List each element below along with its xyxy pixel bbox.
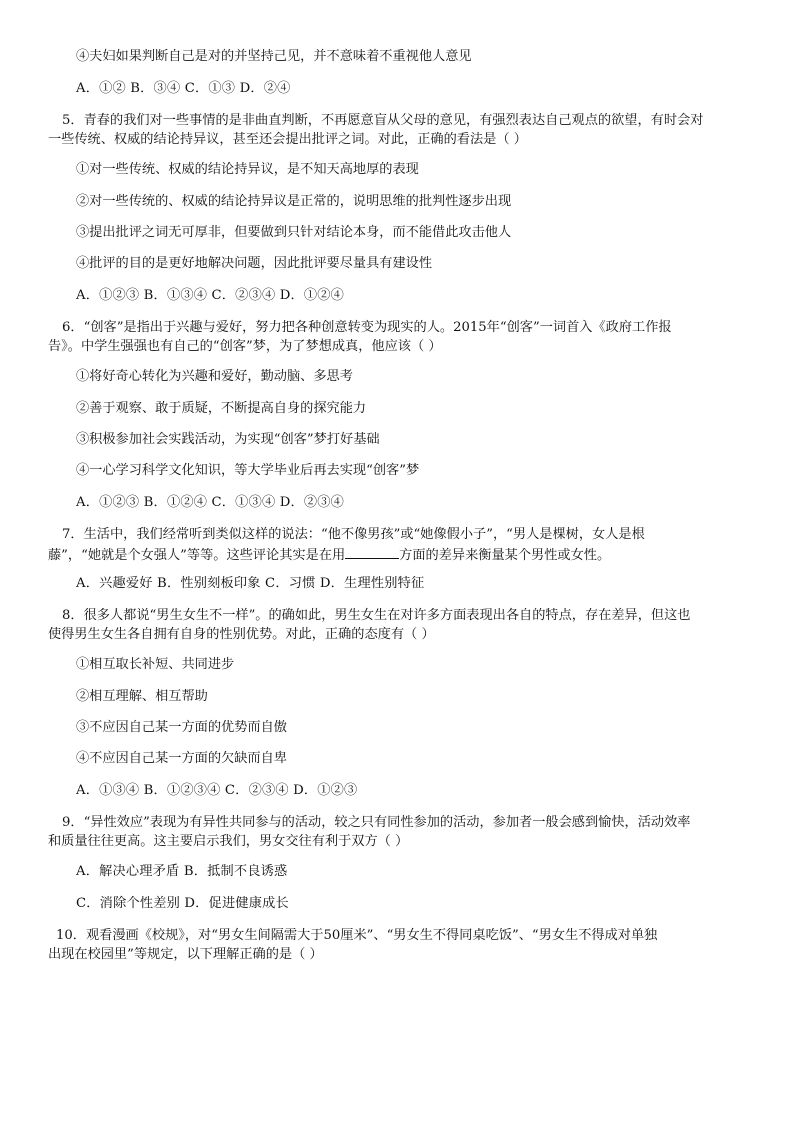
q7-stem-line2 — [48, 544, 610, 566]
q7-options: A．兴趣爱好 B．性别刻板印象 C．习惯 D．生理性别特征 — [76, 576, 425, 591]
q5-item-3: ③提出批评之词无可厚非，但要做到只针对结论本身，而不能借此攻击他人 — [76, 225, 512, 240]
q5-item-2: ②对一些传统的、权威的结论持异议是正常的，说明思维的批判性逐步出现 — [76, 194, 512, 209]
q7-stem-line2-after: 方面的差异来衡量某个男性或女性。 — [399, 548, 611, 563]
q8-item-2: ②相互理解、相互帮助 — [76, 689, 208, 704]
q10-stem-line2: 出现在校园里”等规定，以下理解正确的是（ ） — [48, 947, 323, 962]
fill-in-blank — [345, 544, 399, 559]
q8-stem-line2: 使得男生女生各自拥有自身的性别优势。对此，正确的态度有（ ） — [48, 627, 435, 642]
q5-item-4: ④批评的目的是更好地解决问题，因此批评要尽量具有建设性 — [76, 256, 433, 271]
q6-item-1: ①将好奇心转化为兴趣和爱好，勤动脑、多思考 — [76, 369, 353, 384]
q9-options-line2: C．消除个性差别 D．促进健康成长 — [76, 896, 289, 911]
q7-stem-line2-before: 藤”，“她就是个女强人”等等。这些评论其实是在用 — [48, 548, 346, 563]
q4-item-4: ④夫妇如果判断自己是对的并坚持己见，并不意味着不重视他人意见 — [76, 49, 472, 64]
q6-item-2: ②善于观察、敢于质疑，不断提高自身的探究能力 — [76, 401, 367, 416]
q9-stem-line1: 9．“异性效应”表现为有异性共同参与的活动，较之只有同性参加的活动，参加者一般会感到愉快，活动效率 — [62, 815, 691, 830]
q5-stem-line1: 5．青春的我们对一些事情的是非曲直判断，不再愿意盲从父母的意见，有强烈表达自己观点的欲望，有时会对 — [62, 113, 704, 128]
q5-item-1: ①对一些传统、权威的结论持异议，是不知天高地厚的表现 — [76, 162, 419, 177]
q7-stem-line1: 7．生活中，我们经常听到类似这样的说法：“他不像男孩”或“她像假小子”，“男人是棵树，女人是根 — [62, 527, 645, 542]
q6-stem-line2: 告》。中学生强强也有自己的“创客”梦，为了梦想成真，他应该（ ） — [48, 339, 442, 354]
q8-item-3: ③不应因自己某一方面的优势而自傲 — [76, 720, 287, 735]
q4-options: A．①② B．③④ C．①③ D．②④ — [76, 81, 291, 96]
q10-stem-line1: 10．观看漫画《校规》，对“男女生间隔需大于50厘米”、“男女生不得同桌吃饭”、“男女生不得成对单独 — [56, 928, 658, 943]
q8-item-1: ①相互取长补短、共同进步 — [76, 657, 235, 672]
q6-options: A．①②③ B．①②④ C．①③④ D．②③④ — [76, 495, 345, 510]
q8-stem-line1: 8．很多人都说“男生女生不一样”。的确如此，男生女生在对许多方面表现出各自的特点，存在差异，但这也 — [62, 608, 691, 623]
q6-item-4: ④一心学习科学文化知识，等大学毕业后再去实现“创客”梦 — [76, 463, 420, 478]
q9-options-line1: A．解决心理矛盾 B．抵制不良诱惑 — [76, 864, 288, 879]
q5-options: A．①②③ B．①③④ C．②③④ D．①②④ — [76, 288, 345, 303]
q6-stem-line1: 6．“创客”是指出于兴趣与爱好，努力把各种创意转变为现实的人。2015年“创客”一词首入《政府工作报 — [62, 320, 672, 335]
q6-item-3: ③积极参加社会实践活动，为实现“创客”梦打好基础 — [76, 432, 380, 447]
q8-item-4: ④不应因自己某一方面的欠缺而自卑 — [76, 751, 287, 766]
q8-options: A．①③④ B．①②③④ C．②③④ D．①②③ — [76, 783, 358, 798]
q9-stem-line2: 和质量往往更高。这主要启示我们，男女交往有利于双方（ ） — [48, 834, 409, 849]
q5-stem-line2: 一些传统、权威的结论持异议，甚至还会提出批评之词。对此，正确的看法是（ ） — [48, 132, 527, 147]
